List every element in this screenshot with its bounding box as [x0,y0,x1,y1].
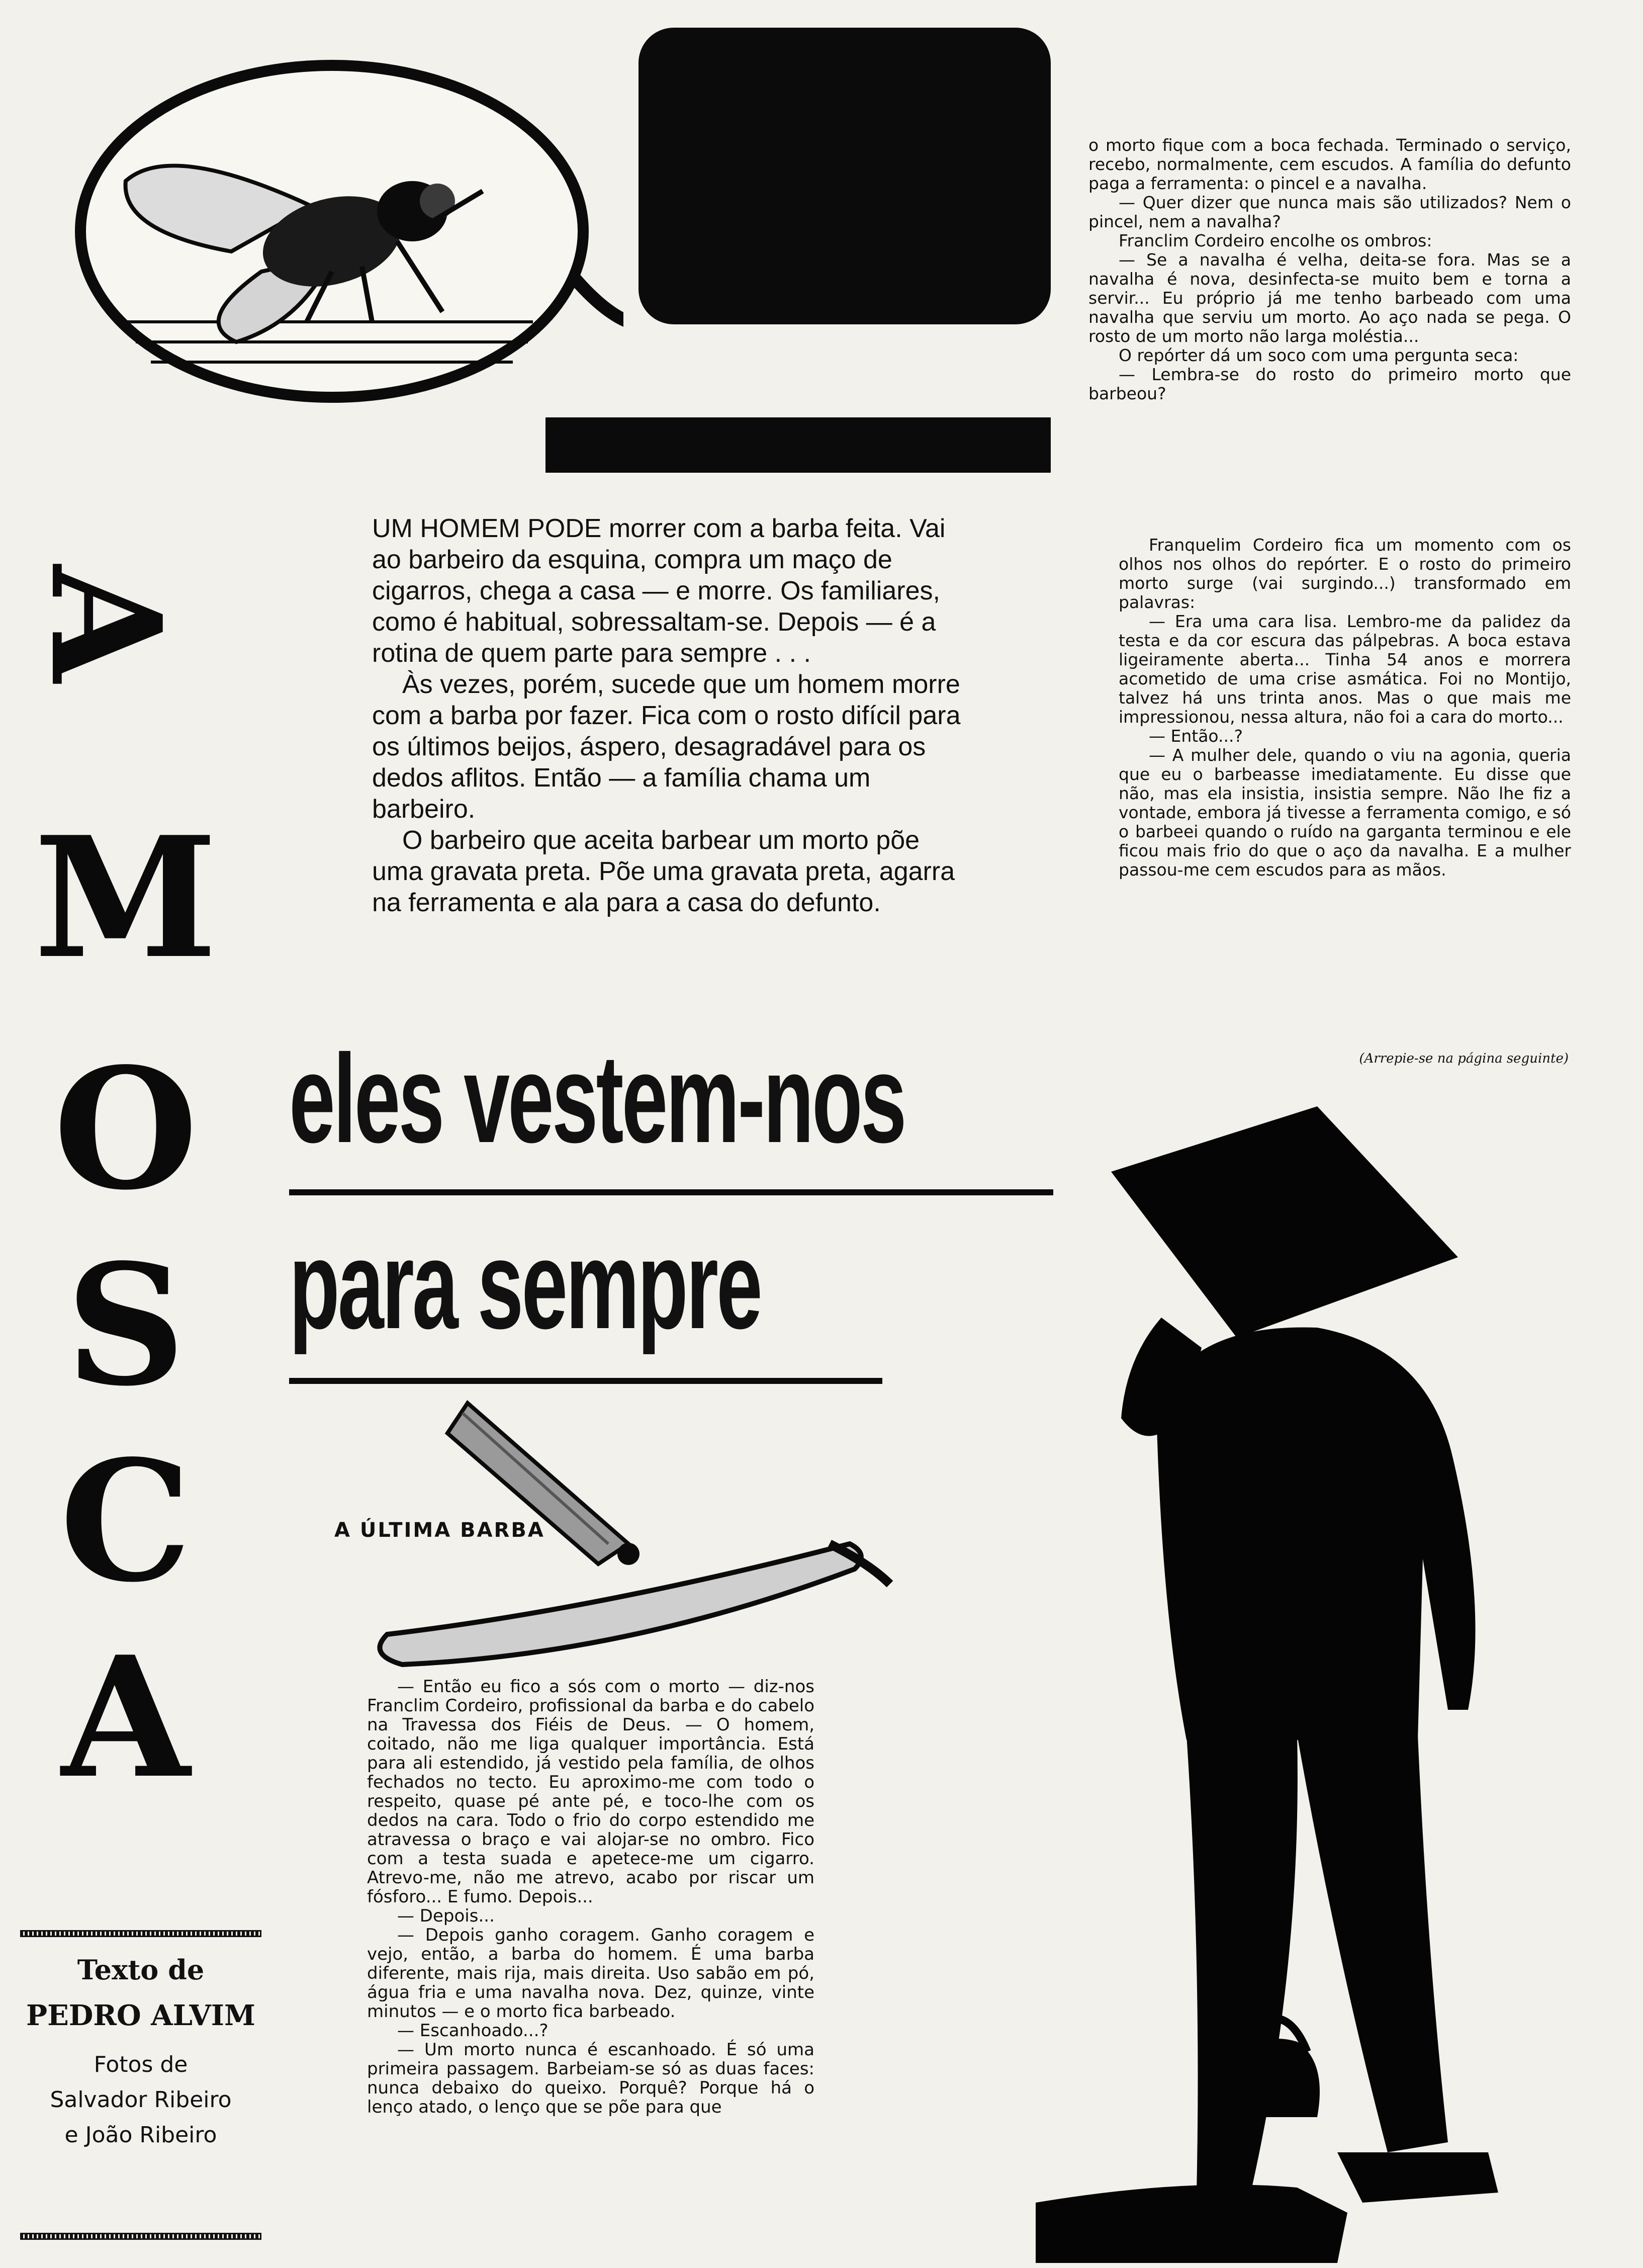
paragraph: — Depois ganho coragem. Ganho coragem e vejo, então, a barba do homem. É uma barba diferente, mais rija, mais direita. Uso sabão em pó, água fria e uma navalha nova. Dez, quinze, vinte minutos — e o morto fica barbeado. [367,1925,814,2022]
headline-rule [289,1378,882,1384]
paragraph: — Lembra-se do rosto do primeiro morto que barbeou? [1088,365,1571,403]
credit-author: PEDRO ALVIM [26,1999,255,2032]
paragraph: O repórter dá um soco com uma pergunta seca: [1119,345,1519,365]
lead-paragraph: UM HOMEM PODE morrer com a barba feita. Vai ao barbeiro da esquina, compra um maço de cigarros, chega a casa — e morre. Os familiares, como é habitual, sobressaltam-se. Depois — é a rotina de quem parte para sempre . . . [372,514,946,668]
paragraph: Franclim Cordeiro encolhe os ombros: [1119,231,1432,250]
lead-paragraph: O barbeiro que aceita barbear um morto põe uma gravata preta. Põe uma gravata preta, agarra na ferramenta e ala para a casa do defunto. [372,826,955,917]
title-letter: M [34,800,218,995]
paragraph: — Escanhoado...? [397,2021,549,2041]
lead-paragraph: Às vezes, porém, sucede que um homem morre com a barba por fazer. Fica com o rosto difícil para os últimos beijos, áspero, desagradável para os dedos aflitos. Então — a família chama um barbeiro. [372,670,961,824]
paragraph: — Se a navalha é velha, deita-se fora. Mas se a navalha é nova, desinfecta-se muito bem e torna a servir... Eu próprio já me tenho barbeado com uma navalha que serviu um morto. Ao aço nada se pega. O rosto de um morto não larga moléstia... [1088,250,1571,346]
paragraph: — Quer dizer que nunca mais são utilizados? Nem o pincel, nem a navalha? [1088,193,1571,231]
headline: para sempre [289,1214,761,1355]
right-column-top [1088,136,1571,403]
paragraph: Franquelim Cordeiro fica um momento com os olhos nos olhos do repórter. E o rosto do primeiro morto surge (vai surgindo...) transformado em palavras: [1119,535,1571,612]
paragraph: — A mulher dele, quando o viu na agonia, queria que eu o barbeasse imediatamente. Eu disse que não, mas ela insistia, insistia sempre. Não lhe fiz a vontade, embora já tivesse a ferramenta comigo, e só o barbeei quando o ruído na garganta terminou e ele ficou mais frio do que o aço da navalha. E a mulher passou-me cem escudos para as mãos. [1119,745,1571,880]
silhouette-photo [1036,1106,1589,2263]
title-letter: A [61,1620,191,1815]
title-letter: S [65,1228,186,1423]
paragraph: — Então eu fico a sós com o morto — diz-nos Franclim Cordeiro, profissional da barba e do cabelo na Travessa dos Fiéis de Deus. — O homem, coitado, não me liga qualquer importância. Está para ali estendido, já vestido pela família, de olhos fechados no tecto. Eu aproximo-me com todo o respeito, quase pé ante pé, e toco-lhe com os dedos na cara. Todo o frio do corpo estendido me atravessa o braço e vai alojar-se no ombro. Fico com a testa suada e apetece-me um cigarro. Atrevo-me, não me atrevo, acabo por riscar um fósforo... E fumo. Depois... [367,1677,814,1907]
title-letter: C [59,1424,192,1619]
credits-rule [20,2233,261,2240]
headline: eles vestem-nos [289,1028,905,1169]
paragraph: — Era uma cara lisa. Lembro-me da palidez da testa e da cor escura das pálpebras. A boca estava ligeiramente aberta... Tinha 54 anos e morrera acometido de uma crise asmática. Foi no Montijo, talvez há uns trinta anos. Mas o que mais me impressionou, nessa altura, não foi a cara do morto... [1119,612,1571,727]
title-letter: O [53,1031,198,1227]
credit-text-label: Texto de [77,1954,205,1986]
paragraph: — Depois... [397,1906,495,1926]
paragraph: o morto fique com a boca fechada. Terminado o serviço, recebo, normalmente, cem escudos. A família do defunto paga a ferramenta: o pincel e a navalha. [1088,135,1571,193]
bottom-column [367,1677,814,2117]
credits-rule [20,1930,261,1937]
credit-photographer: e João Ribeiro [64,2122,217,2148]
title-letter: A [17,565,195,682]
credit-photos-label: Fotos de [94,2052,188,2077]
paragraph: — Então...? [1149,726,1243,746]
fly-photo [50,40,623,422]
black-bar [545,417,1051,473]
right-column-middle [1119,536,1571,880]
credit-photographer: Salvador Ribeiro [50,2087,232,2113]
headline-rule [289,1189,1053,1195]
lead-text [372,513,975,918]
continues-note: (Arrepie-se na página seguinte) [1359,1051,1569,1066]
black-panel [638,28,1051,324]
paragraph: — Um morto nunca é escanhoado. É só uma primeira passagem. Barbeiam-se só as duas faces: nunca debaixo do queixo. Porquê? Porque há o lenço atado, o lenço que se põe para que [367,2040,814,2117]
subheading: A ÚLTIMA BARBA [334,1519,545,1542]
